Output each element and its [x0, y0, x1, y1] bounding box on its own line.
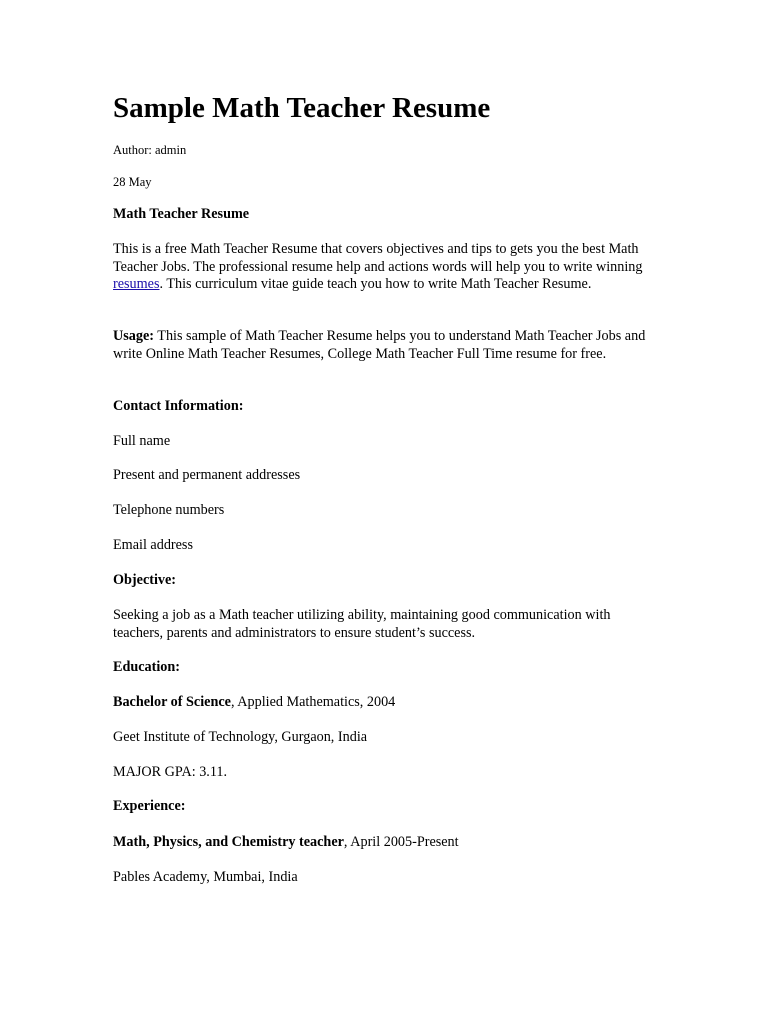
author-line: Author: admin: [113, 143, 187, 157]
intro-paragraph: [113, 241, 658, 294]
objective-heading: Objective:: [113, 572, 177, 588]
contact-item: Telephone numbers: [113, 502, 225, 518]
contact-item: Email address: [113, 537, 193, 553]
contact-item: Full name: [113, 433, 171, 449]
role-line: [113, 834, 658, 852]
institute-line: Geet Institute of Technology, Gurgaon, India: [113, 729, 368, 745]
date-line: 28 May: [113, 175, 152, 189]
employer-line: Pables Academy, Mumbai, India: [113, 869, 298, 885]
resumes-link[interactable]: resumes: [113, 276, 160, 292]
role-title: Math, Physics, and Chemistry teacher: [113, 834, 344, 850]
experience-heading: Experience:: [113, 798, 186, 814]
resume-heading: Math Teacher Resume: [113, 206, 250, 222]
degree-details: , Applied Mathematics, 2004: [230, 694, 396, 710]
document-title: Sample Math Teacher Resume: [113, 92, 491, 124]
education-heading: Education:: [113, 659, 181, 675]
degree-name: Bachelor of Science: [113, 694, 231, 710]
usage-text: This sample of Math Teacher Resume helps you to understand Math Teacher Jobs and write Online Math Teacher Resumes, College Math Teacher Full Time resume for free.: [113, 328, 646, 362]
intro-text-end: . This curriculum vitae guide teach you how to write Math Teacher Resume.: [159, 276, 592, 292]
objective-text: Seeking a job as a Math teacher utilizing ability, maintaining good communication with teachers, parents and administrators to ensure student’s success.: [113, 607, 611, 641]
gpa-line: MAJOR GPA: 3.11.: [113, 764, 228, 780]
degree-line: [113, 694, 658, 712]
contact-item: Present and permanent addresses: [113, 467, 301, 483]
usage-label: Usage:: [113, 328, 154, 344]
intro-text-start: This is a free Math Teacher Resume that covers objectives and tips to gets you the best Math Teacher Jobs. The professional resume help and actions words will help you to write winning: [113, 241, 643, 275]
role-dates: , April 2005-Present: [343, 834, 459, 850]
usage-paragraph: [113, 328, 658, 363]
contact-heading: Contact Information:: [113, 398, 244, 414]
